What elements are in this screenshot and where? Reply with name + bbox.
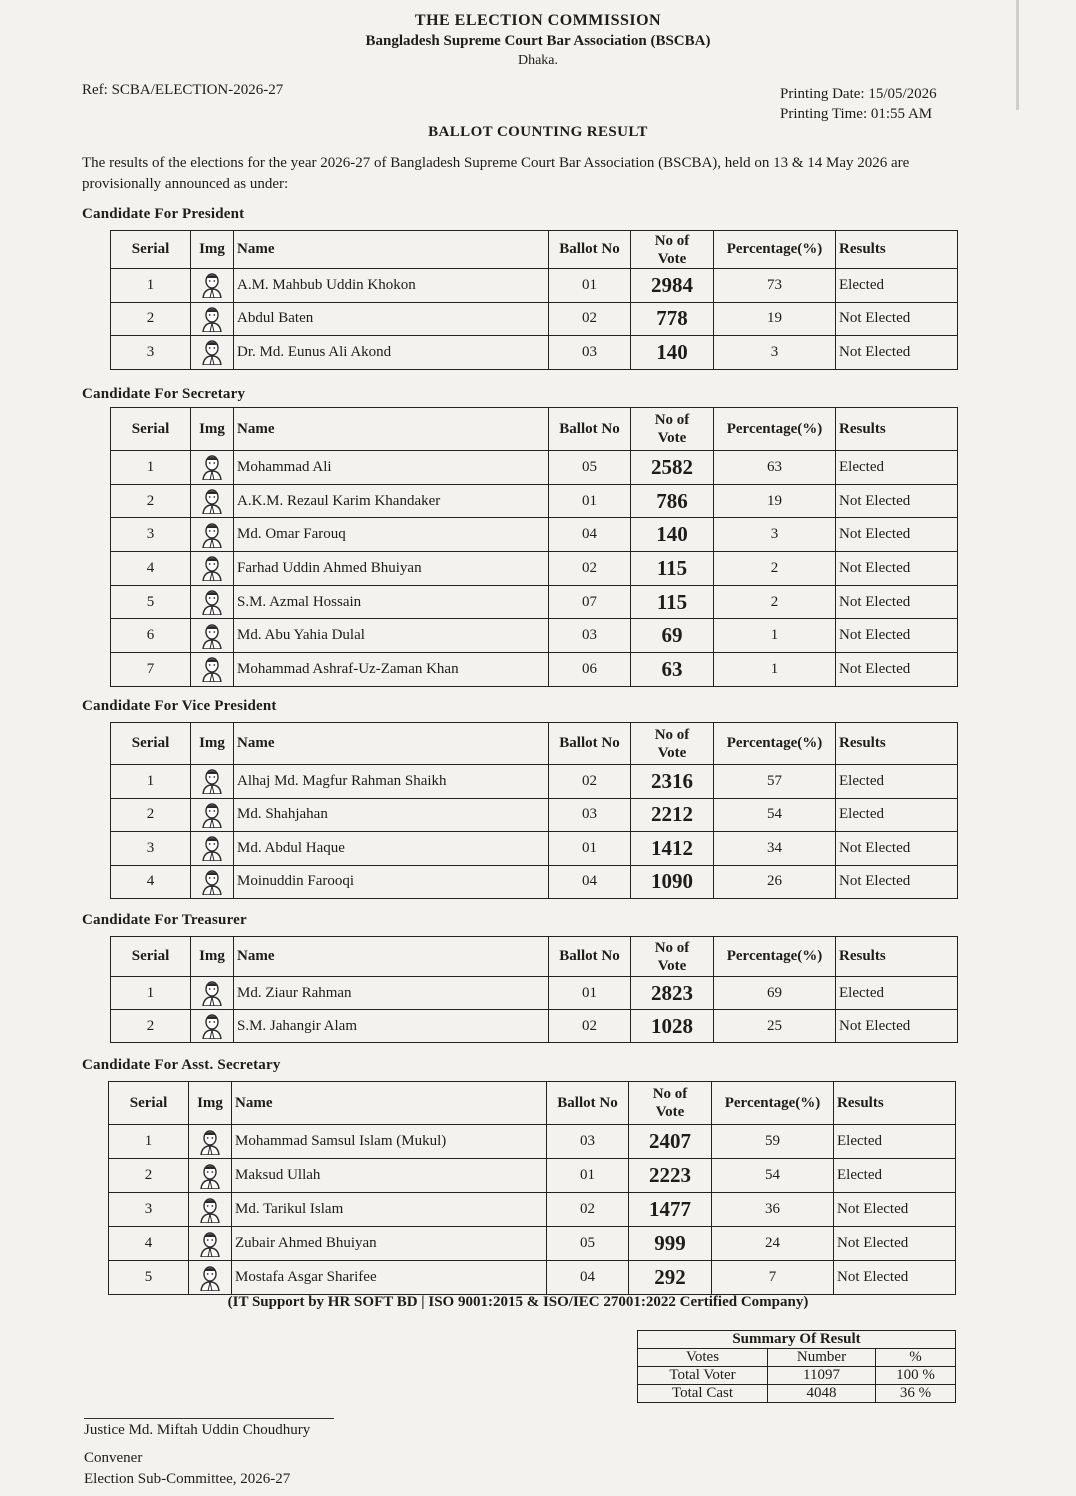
- vote-percentage: 2: [714, 585, 836, 619]
- vote-count: 140: [631, 336, 714, 370]
- column-header-name: Name: [234, 408, 549, 451]
- column-header-votes: No of Vote: [631, 231, 714, 269]
- ballot-number: 01: [549, 832, 631, 866]
- photo-cell: [191, 269, 234, 303]
- candidate-name: S.M. Jahangir Alam: [234, 1010, 549, 1043]
- column-header-votes: No of Vote: [631, 937, 714, 977]
- column-header-results: Results: [836, 937, 958, 977]
- column-header-ballot: Ballot No: [547, 1082, 629, 1125]
- ballot-number: 04: [547, 1261, 629, 1295]
- table-row: [111, 1010, 958, 1043]
- table-row: [111, 619, 958, 653]
- candidate-photo-icon: [200, 1231, 220, 1257]
- vote-percentage: 59: [712, 1125, 834, 1159]
- column-header-serial: Serial: [111, 723, 191, 765]
- photo-cell: [191, 336, 234, 370]
- result-status: Not Elected: [836, 336, 958, 370]
- vote-percentage: 36: [712, 1193, 834, 1227]
- vote-count: 115: [631, 552, 714, 586]
- table-row: [111, 518, 958, 552]
- photo-cell: [191, 451, 234, 485]
- candidate-name: Md. Ziaur Rahman: [234, 977, 549, 1010]
- serial-cell: 3: [111, 336, 191, 370]
- commission-title: THE ELECTION COMMISSION: [414, 12, 662, 29]
- it-support-note: (IT Support by HR SOFT BD | ISO 9001:2015 & ISO/IEC 27001:2022 Certified Company): [227, 1294, 809, 1310]
- summary-row: [638, 1385, 956, 1403]
- candidate-name: Md. Shahjahan: [234, 798, 549, 832]
- candidate-photo-icon: [202, 623, 222, 649]
- serial-cell: 4: [111, 552, 191, 586]
- candidate-name: Maksud Ullah: [232, 1159, 547, 1193]
- column-header-percentage: Percentage(%): [714, 408, 836, 451]
- vote-count: 2823: [631, 977, 714, 1010]
- results-table-vice-president: [110, 722, 958, 899]
- vote-percentage: 2: [714, 552, 836, 586]
- result-status: Not Elected: [836, 653, 958, 687]
- summary-label: Total Voter: [638, 1367, 768, 1385]
- summary-pct: 100 %: [876, 1367, 956, 1385]
- candidate-photo-icon: [202, 869, 222, 895]
- column-header-results: Results: [834, 1082, 956, 1125]
- vote-percentage: 25: [714, 1010, 836, 1043]
- result-status: Not Elected: [834, 1261, 956, 1295]
- candidate-photo-icon: [202, 980, 222, 1006]
- printing-info: [780, 84, 937, 124]
- vote-count: 2212: [631, 798, 714, 832]
- table-row: [109, 1261, 956, 1295]
- photo-cell: [191, 585, 234, 619]
- table-header-row: [109, 1082, 956, 1125]
- serial-cell: 3: [109, 1193, 189, 1227]
- result-status: Not Elected: [836, 518, 958, 552]
- table-row: [111, 653, 958, 687]
- photo-cell: [189, 1261, 232, 1295]
- table-row: [111, 585, 958, 619]
- vote-percentage: 24: [712, 1227, 834, 1261]
- vote-percentage: 19: [714, 484, 836, 518]
- result-status: Elected: [836, 977, 958, 1010]
- photo-cell: [191, 653, 234, 687]
- result-status: Elected: [836, 451, 958, 485]
- photo-cell: [191, 832, 234, 866]
- serial-cell: 2: [109, 1159, 189, 1193]
- section-title-president: Candidate For President: [82, 206, 245, 222]
- column-header-results: Results: [836, 231, 958, 269]
- serial-cell: 6: [111, 619, 191, 653]
- serial-cell: 5: [111, 585, 191, 619]
- serial-cell: 1: [111, 269, 191, 303]
- summary-pct: 36 %: [876, 1385, 956, 1403]
- column-header-results: Results: [836, 408, 958, 451]
- candidate-photo-icon: [202, 339, 222, 365]
- serial-cell: 3: [111, 518, 191, 552]
- column-header-img: Img: [191, 937, 234, 977]
- vote-count: 69: [631, 619, 714, 653]
- table-row: [111, 336, 958, 370]
- table-row: [111, 832, 958, 866]
- ballot-number: 01: [549, 269, 631, 303]
- photo-cell: [189, 1159, 232, 1193]
- summary-header-row: [638, 1349, 956, 1367]
- candidate-name: Mohammad Samsul Islam (Mukul): [232, 1125, 547, 1159]
- vote-percentage: 54: [714, 798, 836, 832]
- photo-cell: [191, 552, 234, 586]
- section-title-vice-president: Candidate For Vice President: [82, 698, 277, 714]
- section-title-asst-secretary: Candidate For Asst. Secretary: [82, 1057, 281, 1073]
- vote-percentage: 1: [714, 653, 836, 687]
- result-status: Not Elected: [836, 619, 958, 653]
- ballot-number: 03: [547, 1125, 629, 1159]
- candidate-photo-icon: [200, 1197, 220, 1223]
- ballot-number: 01: [549, 977, 631, 1010]
- candidate-name: Zubair Ahmed Bhuiyan: [232, 1227, 547, 1261]
- column-header-ballot: Ballot No: [549, 231, 631, 269]
- vote-percentage: 26: [714, 865, 836, 899]
- candidate-name: Mostafa Asgar Sharifee: [232, 1261, 547, 1295]
- column-header-votes: No of Vote: [631, 408, 714, 451]
- ballot-number: 03: [549, 336, 631, 370]
- photo-cell: [191, 765, 234, 799]
- photo-cell: [191, 865, 234, 899]
- candidate-name: Moinuddin Farooqi: [234, 865, 549, 899]
- column-header-img: Img: [189, 1082, 232, 1125]
- summary-row: [638, 1367, 956, 1385]
- signature-line: [84, 1418, 334, 1419]
- ballot-number: 04: [549, 865, 631, 899]
- intro-paragraph: The results of the elections for the year 2026-27 of Bangladesh Supreme Court Bar Association (BSCBA), held on 13 & 14 May 2026 are provisionally announced as under:: [82, 155, 910, 192]
- vote-count: 2984: [631, 269, 714, 303]
- candidate-photo-icon: [202, 802, 222, 828]
- summary-header-number: Number: [768, 1349, 876, 1367]
- table-header-row: [111, 723, 958, 765]
- candidate-name: Alhaj Md. Magfur Rahman Shaikh: [234, 765, 549, 799]
- result-status: Elected: [836, 269, 958, 303]
- ballot-number: 02: [549, 302, 631, 336]
- vote-percentage: 34: [714, 832, 836, 866]
- vote-percentage: 69: [714, 977, 836, 1010]
- ballot-number: 02: [549, 765, 631, 799]
- candidate-name: A.M. Mahbub Uddin Khokon: [234, 269, 549, 303]
- table-row: [109, 1125, 956, 1159]
- summary-number: 4048: [768, 1385, 876, 1403]
- candidate-photo-icon: [200, 1265, 220, 1291]
- candidate-photo-icon: [202, 454, 222, 480]
- section-title-secretary: Candidate For Secretary: [82, 386, 246, 402]
- column-header-serial: Serial: [111, 408, 191, 451]
- result-status: Elected: [834, 1159, 956, 1193]
- column-header-img: Img: [191, 408, 234, 451]
- candidate-photo-icon: [202, 656, 222, 682]
- vote-count: 999: [629, 1227, 712, 1261]
- vote-count: 1090: [631, 865, 714, 899]
- candidate-photo-icon: [202, 589, 222, 615]
- serial-cell: 4: [109, 1227, 189, 1261]
- candidate-photo-icon: [200, 1163, 220, 1189]
- result-status: Not Elected: [836, 832, 958, 866]
- ballot-number: 02: [547, 1193, 629, 1227]
- association-name: Bangladesh Supreme Court Bar Association (BSCBA): [365, 33, 711, 49]
- result-status: Not Elected: [836, 302, 958, 336]
- serial-cell: 5: [109, 1261, 189, 1295]
- candidate-photo-icon: [202, 488, 222, 514]
- candidate-name: A.K.M. Rezaul Karim Khandaker: [234, 484, 549, 518]
- section-title-treasurer: Candidate For Treasurer: [82, 912, 247, 928]
- signatory-name: Justice Md. Miftah Uddin Choudhury: [84, 1422, 311, 1438]
- serial-cell: 2: [111, 798, 191, 832]
- vote-percentage: 73: [714, 269, 836, 303]
- result-status: Elected: [836, 798, 958, 832]
- column-header-votes: No of Vote: [631, 723, 714, 765]
- ballot-number: 07: [549, 585, 631, 619]
- table-row: [111, 765, 958, 799]
- column-header-name: Name: [234, 231, 549, 269]
- serial-cell: 7: [111, 653, 191, 687]
- vote-count: 140: [631, 518, 714, 552]
- column-header-name: Name: [232, 1082, 547, 1125]
- candidate-photo-icon: [202, 522, 222, 548]
- table-row: [109, 1159, 956, 1193]
- result-status: Elected: [834, 1125, 956, 1159]
- photo-cell: [189, 1125, 232, 1159]
- ballot-number: 02: [549, 1010, 631, 1043]
- photo-cell: [191, 484, 234, 518]
- vote-count: 63: [631, 653, 714, 687]
- ballot-number: 03: [549, 798, 631, 832]
- column-header-results: Results: [836, 723, 958, 765]
- vote-count: 1477: [629, 1193, 712, 1227]
- vote-count: 786: [631, 484, 714, 518]
- column-header-name: Name: [234, 937, 549, 977]
- photo-cell: [191, 977, 234, 1010]
- column-header-percentage: Percentage(%): [712, 1082, 834, 1125]
- column-header-serial: Serial: [111, 231, 191, 269]
- vote-percentage: 54: [712, 1159, 834, 1193]
- candidate-name: Md. Abu Yahia Dulal: [234, 619, 549, 653]
- result-status: Not Elected: [836, 552, 958, 586]
- ballot-number: 01: [549, 484, 631, 518]
- table-row: [111, 865, 958, 899]
- candidate-name: Mohammad Ali: [234, 451, 549, 485]
- result-status: Not Elected: [834, 1193, 956, 1227]
- vote-percentage: 3: [714, 336, 836, 370]
- serial-cell: 3: [111, 832, 191, 866]
- column-header-ballot: Ballot No: [549, 723, 631, 765]
- candidate-name: Md. Omar Farouq: [234, 518, 549, 552]
- ballot-number: 01: [547, 1159, 629, 1193]
- column-header-percentage: Percentage(%): [714, 937, 836, 977]
- result-status: Not Elected: [836, 1010, 958, 1043]
- ballot-number: 03: [549, 619, 631, 653]
- reference-number: Ref: SCBA/ELECTION-2026-27: [82, 82, 284, 98]
- table-header-row: [111, 231, 958, 269]
- photo-cell: [189, 1193, 232, 1227]
- photo-cell: [191, 619, 234, 653]
- table-row: [111, 977, 958, 1010]
- summary-number: 11097: [768, 1367, 876, 1385]
- candidate-name: Abdul Baten: [234, 302, 549, 336]
- column-header-ballot: Ballot No: [549, 408, 631, 451]
- vote-percentage: 3: [714, 518, 836, 552]
- photo-cell: [191, 302, 234, 336]
- vote-count: 2316: [631, 765, 714, 799]
- column-header-img: Img: [191, 231, 234, 269]
- vote-count: 2582: [631, 451, 714, 485]
- table-row: [111, 269, 958, 303]
- column-header-serial: Serial: [109, 1082, 189, 1125]
- table-row: [111, 302, 958, 336]
- vote-percentage: 19: [714, 302, 836, 336]
- candidate-name: Farhad Uddin Ahmed Bhuiyan: [234, 552, 549, 586]
- candidate-name: Md. Abdul Haque: [234, 832, 549, 866]
- ballot-number: 05: [547, 1227, 629, 1261]
- summary-caption: Summary Of Result: [638, 1331, 956, 1349]
- ballot-number: 05: [549, 451, 631, 485]
- ballot-number: 02: [549, 552, 631, 586]
- result-status: Not Elected: [836, 585, 958, 619]
- signatory-role: Convener: [84, 1450, 143, 1466]
- serial-cell: 2: [111, 302, 191, 336]
- results-table-president: [110, 230, 958, 370]
- vote-percentage: 7: [712, 1261, 834, 1295]
- column-header-percentage: Percentage(%): [714, 231, 836, 269]
- candidate-photo-icon: [202, 272, 222, 298]
- serial-cell: 1: [111, 977, 191, 1010]
- candidate-photo-icon: [202, 768, 222, 794]
- table-row: [109, 1227, 956, 1261]
- table-header-row: [111, 937, 958, 977]
- serial-cell: 2: [111, 1010, 191, 1043]
- table-row: [111, 484, 958, 518]
- table-row: [111, 451, 958, 485]
- vote-count: 2223: [629, 1159, 712, 1193]
- serial-cell: 1: [111, 765, 191, 799]
- summary-header-votes: Votes: [638, 1349, 768, 1367]
- vote-percentage: 63: [714, 451, 836, 485]
- printing-date: Printing Date: 15/05/2026: [780, 86, 937, 102]
- results-table-treasurer: [110, 936, 958, 1043]
- column-header-img: Img: [191, 723, 234, 765]
- printing-time: Printing Time: 01:55 AM: [780, 106, 933, 122]
- document-title: BALLOT COUNTING RESULT: [428, 124, 648, 140]
- table-row: [111, 552, 958, 586]
- column-header-name: Name: [234, 723, 549, 765]
- column-header-percentage: Percentage(%): [714, 723, 836, 765]
- serial-cell: 1: [111, 451, 191, 485]
- summary-caption-row: [638, 1331, 956, 1349]
- candidate-photo-icon: [202, 835, 222, 861]
- photo-cell: [189, 1227, 232, 1261]
- photo-cell: [191, 1010, 234, 1043]
- vote-percentage: 1: [714, 619, 836, 653]
- result-status: Elected: [836, 765, 958, 799]
- serial-cell: 1: [109, 1125, 189, 1159]
- vote-count: 778: [631, 302, 714, 336]
- ballot-number: 04: [549, 518, 631, 552]
- vote-count: 1412: [631, 832, 714, 866]
- summary-header-pct: %: [876, 1349, 956, 1367]
- vote-count: 2407: [629, 1125, 712, 1159]
- candidate-photo-icon: [202, 555, 222, 581]
- results-table-secretary: [110, 407, 958, 687]
- candidate-photo-icon: [202, 1013, 222, 1039]
- photo-cell: [191, 518, 234, 552]
- summary-table: [637, 1330, 956, 1403]
- candidate-photo-icon: [202, 306, 222, 332]
- table-row: [111, 798, 958, 832]
- vote-count: 292: [629, 1261, 712, 1295]
- vote-count: 115: [631, 585, 714, 619]
- serial-cell: 2: [111, 484, 191, 518]
- result-status: Not Elected: [836, 484, 958, 518]
- serial-cell: 4: [111, 865, 191, 899]
- column-header-ballot: Ballot No: [549, 937, 631, 977]
- table-header-row: [111, 408, 958, 451]
- candidate-name: Md. Tarikul Islam: [232, 1193, 547, 1227]
- summary-label: Total Cast: [638, 1385, 768, 1403]
- result-status: Not Elected: [834, 1227, 956, 1261]
- city: Dhaka.: [517, 53, 559, 68]
- candidate-name: Dr. Md. Eunus Ali Akond: [234, 336, 549, 370]
- column-header-serial: Serial: [111, 937, 191, 977]
- photo-cell: [191, 798, 234, 832]
- result-status: Not Elected: [836, 865, 958, 899]
- table-row: [109, 1193, 956, 1227]
- vote-count: 1028: [631, 1010, 714, 1043]
- vote-percentage: 57: [714, 765, 836, 799]
- candidate-name: Mohammad Ashraf-Uz-Zaman Khan: [234, 653, 549, 687]
- results-table-asst-secretary: [108, 1081, 956, 1295]
- ballot-number: 06: [549, 653, 631, 687]
- candidate-name: S.M. Azmal Hossain: [234, 585, 549, 619]
- candidate-photo-icon: [200, 1129, 220, 1155]
- signatory-committee: Election Sub-Committee, 2026-27: [84, 1471, 291, 1487]
- column-header-votes: No of Vote: [629, 1082, 712, 1125]
